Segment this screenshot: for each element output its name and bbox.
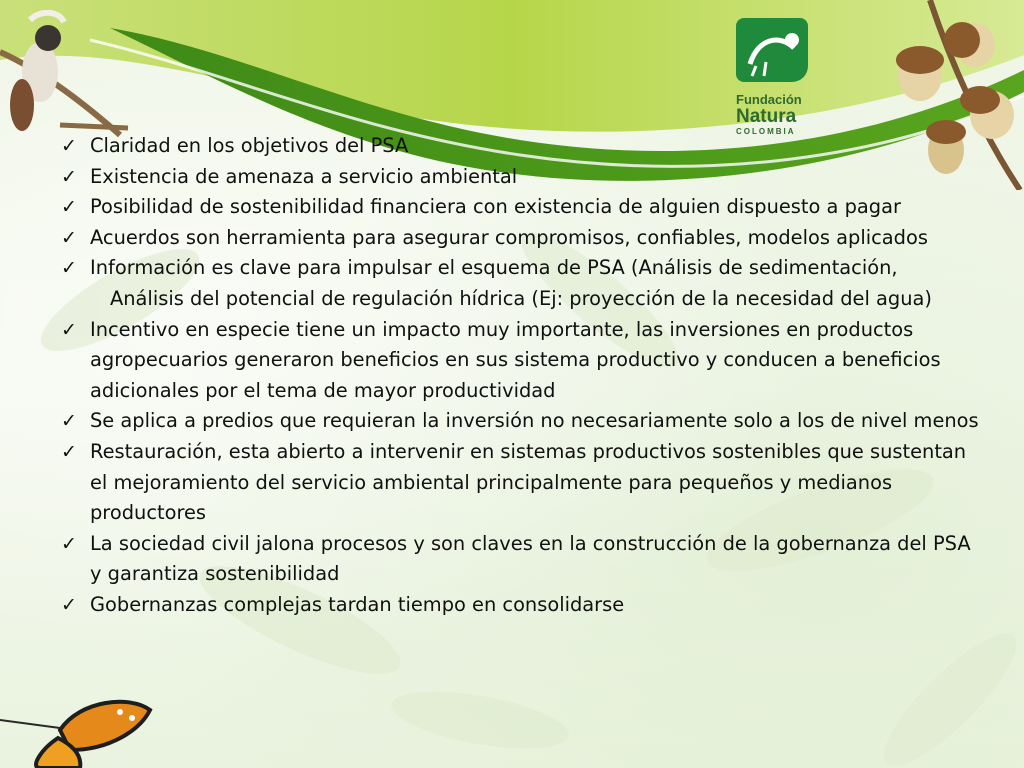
bullet-item-8 (58, 437, 988, 529)
checkmark-icon: ✓ (61, 440, 77, 463)
checkmark-icon: ✓ (61, 257, 77, 280)
bullet-text: Acuerdos son herramienta para asegurar compromisos, confiables, modelos aplicados (90, 225, 928, 249)
checkmark-icon: ✓ (61, 135, 77, 157)
bullet-item-6 (58, 315, 988, 407)
logo-line-1: Fundación (736, 92, 802, 107)
monkey-logo-icon (736, 18, 808, 82)
bullet-text: Se aplica a predios que requieran la inversión no necesariamente solo a los de nivel menos (90, 409, 979, 433)
logo-line-3: COLOMBIA (736, 127, 796, 136)
bullet-item-1 (58, 131, 988, 162)
bullet-item-4 (58, 223, 988, 254)
bullet-text: Información es clave para impulsar el esquema de PSA (Análisis de sedimentación, (90, 256, 898, 280)
bullet-item-2 (58, 162, 988, 193)
checkmark-icon: ✓ (61, 165, 77, 188)
checkmark-icon: ✓ (61, 196, 77, 219)
bullet-item-7 (58, 406, 988, 437)
checkmark-icon: ✓ (61, 593, 77, 616)
bullet-item-10 (58, 590, 988, 621)
bullet-text: La sociedad civil jalona procesos y son claves en la construcción de la gobernanza del PSA y garantiza sostenibilidad (90, 531, 971, 586)
checkmark-icon: ✓ (61, 226, 77, 249)
bullet-item-5 (58, 253, 988, 314)
bullet-continuation: Análisis del potencial de regulación hídrica (Ej: proyección de la necesidad del agua) (110, 286, 932, 310)
bullet-text: Gobernanzas complejas tardan tiempo en consolidarse (90, 592, 625, 616)
bullet-text: Restauración, esta abierto a intervenir en sistemas productivos sostenibles que sustentan el mejoramiento del servicio ambiental principalmente para pequeños y medianos productores (90, 439, 967, 525)
logo-line-2: Natura (736, 106, 797, 127)
bullet-text: Posibilidad de sostenibilidad financiera con existencia de alguien dispuesto a pagar (90, 195, 901, 219)
bird-illustration (0, 10, 140, 150)
bullet-text: Incentivo en especie tiene un impacto muy importante, las inversiones en productos agropecuarios generaron beneficios en sus sistema productivo y conducen a beneficios adicionales por el tema de mayor productividad (90, 317, 941, 402)
butterfly-illustration (0, 690, 170, 768)
bullet-text: Existencia de amenaza a servicio ambiental (90, 164, 518, 188)
checkmark-icon: ✓ (61, 318, 77, 341)
logo-text (736, 93, 836, 136)
bullet-text: Claridad en los objetivos del PSA (90, 134, 409, 157)
checkmark-icon: ✓ (61, 532, 77, 555)
bullet-item-9 (58, 529, 988, 590)
bullet-list (58, 131, 988, 621)
fundacion-natura-logo (736, 18, 808, 82)
bullet-item-3 (58, 192, 988, 223)
checkmark-icon: ✓ (61, 410, 77, 433)
